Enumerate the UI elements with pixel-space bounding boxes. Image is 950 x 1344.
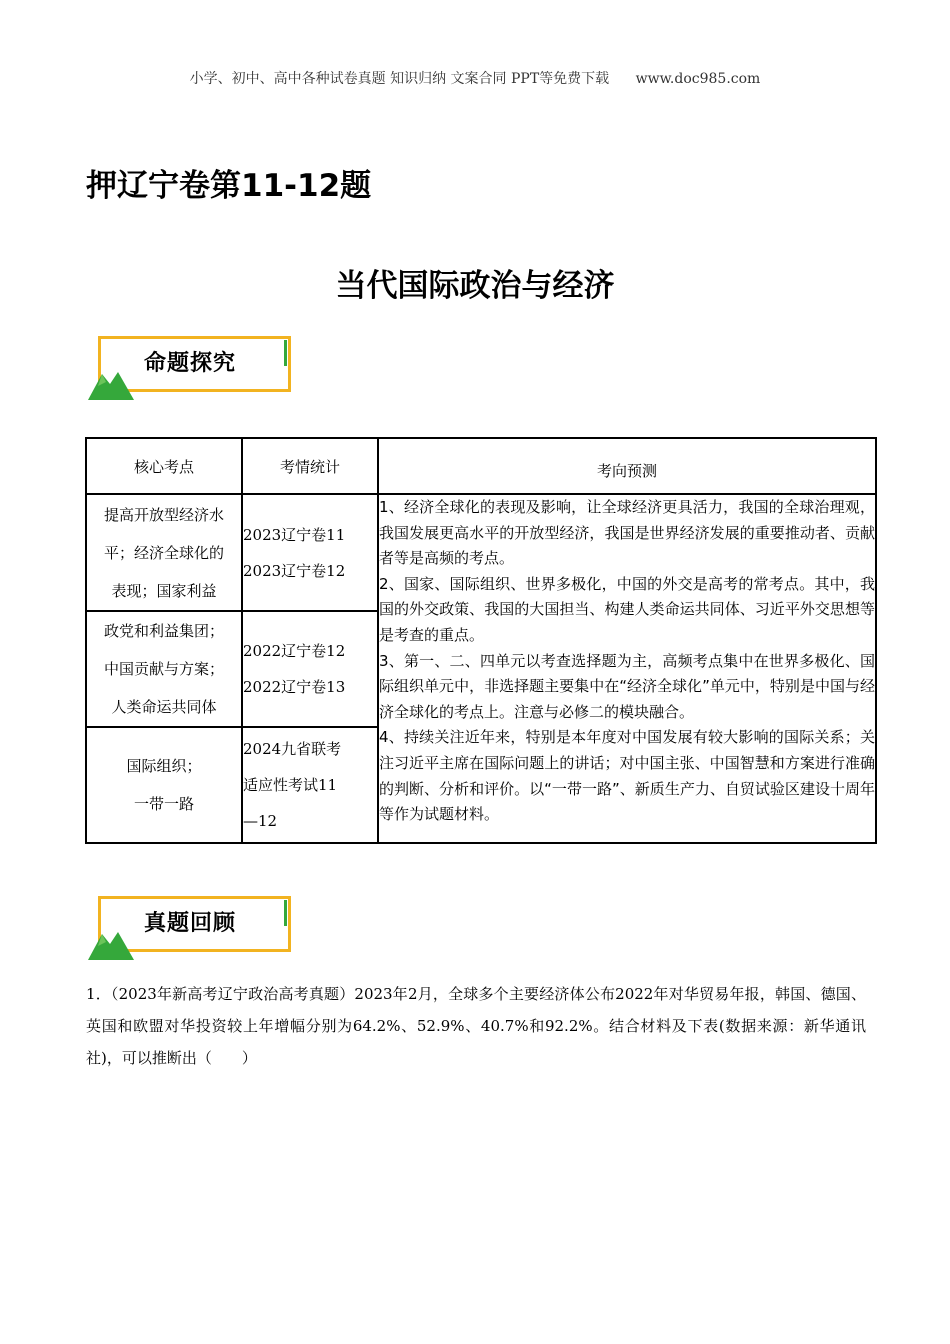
header-text: 小学、初中、高中各种试卷真题 知识归纳 文案合同 PPT等免费下载 — [189, 71, 610, 87]
topic-cell — [86, 494, 242, 611]
stat-line: 2024九省联考 — [243, 740, 342, 758]
prediction-item: 2、国家、国际组织、世界多极化，中国的外交是高考的常考点。其中，我国的外交政策、我国的大国担当、构建人类命运共同体、习近平外交思想等是考查的重点。 — [379, 574, 875, 644]
topic-line: 提高开放型经济水 — [103, 505, 224, 524]
topic-line: 政党和利益集团； — [103, 622, 224, 640]
topic-line: 平；经济全球化的 — [103, 543, 224, 562]
header-statistics: 考情统计 — [242, 438, 378, 494]
prediction-item: 3、第一、二、四单元以考查选择题为主，高频考点集中在世界多极化、国际组织单元中，非选择题主要集中在“经济全球化”单元中，特别是中国与经济全球化的考点上。注意与必修二的模块融合。 — [379, 651, 875, 721]
stat-line: 2023辽宁卷12 — [243, 561, 346, 580]
stat-cell — [242, 611, 378, 727]
stat-line: 适应性考试11 — [243, 776, 338, 794]
topic-line: 人类命运共同体 — [111, 698, 217, 716]
question-text: 1．（2023年新高考辽宁政治高考真题）2023年2月，全球多个主要经济体公布2022年对华贸易年报，韩国、德国、英国和欧盟对华投资较上年增幅分别为64.2%、52.9%、40.7%和92.2%。结合材料及下表(数据来源：新华通讯社)，可以推断出（ ） — [86, 985, 866, 1067]
prediction-cell — [378, 494, 876, 843]
topic-cell — [86, 611, 242, 727]
topic-line: 表现；国家利益 — [111, 581, 217, 600]
prediction-item: 4、持续关注近年来，特别是本年度对中国发展有较大影响的国际关系；关注习近平主席在国际问题上的讲话；对中国主张、中国智慧和方案进行准确的判断、分析和评价。以“一带一路”、新质生产力、自贸试验区建设十周年等作为试题材料。 — [379, 728, 875, 824]
mountain-icon — [88, 366, 138, 400]
prediction-item: 1、经济全球化的表现及影响，让全球经济更具活力，我国的全球治理观，我国发展更高水平的开放型经济，我国是世界经济发展的重要推动者、贡献者等是高频的考点。 — [379, 498, 875, 568]
topic-line: 中国贡献与方案； — [103, 660, 224, 678]
stat-line: 2022辽宁卷13 — [243, 678, 346, 696]
section-banner-explore — [88, 336, 298, 402]
page-subtitle: 当代国际政治与经济 — [335, 268, 615, 304]
exam-analysis-table — [85, 437, 877, 844]
header-url[interactable]: www.doc985.com — [635, 71, 761, 87]
stat-cell — [242, 727, 378, 843]
banner-label: 真题回顾 — [144, 911, 237, 936]
banner-label: 命题探究 — [144, 351, 237, 376]
stat-line: —12 — [243, 812, 278, 830]
topic-cell — [86, 727, 242, 843]
header-prediction: 考向预测 — [378, 438, 876, 494]
banner-accent — [284, 900, 287, 926]
table-row — [86, 494, 876, 611]
section-banner-review — [88, 896, 298, 962]
stat-line: 2022辽宁卷12 — [243, 642, 346, 660]
topic-line: 国际组织； — [126, 757, 202, 775]
stat-cell — [242, 494, 378, 611]
header-core-points: 核心考点 — [86, 438, 242, 494]
stat-line: 2023辽宁卷11 — [243, 525, 346, 544]
table-header-row — [86, 438, 876, 494]
page-header — [0, 68, 950, 88]
topic-line: 一带一路 — [133, 795, 194, 813]
page-title: 押辽宁卷第11-12题 — [86, 168, 372, 204]
banner-accent — [284, 340, 287, 366]
mountain-icon — [88, 926, 138, 960]
